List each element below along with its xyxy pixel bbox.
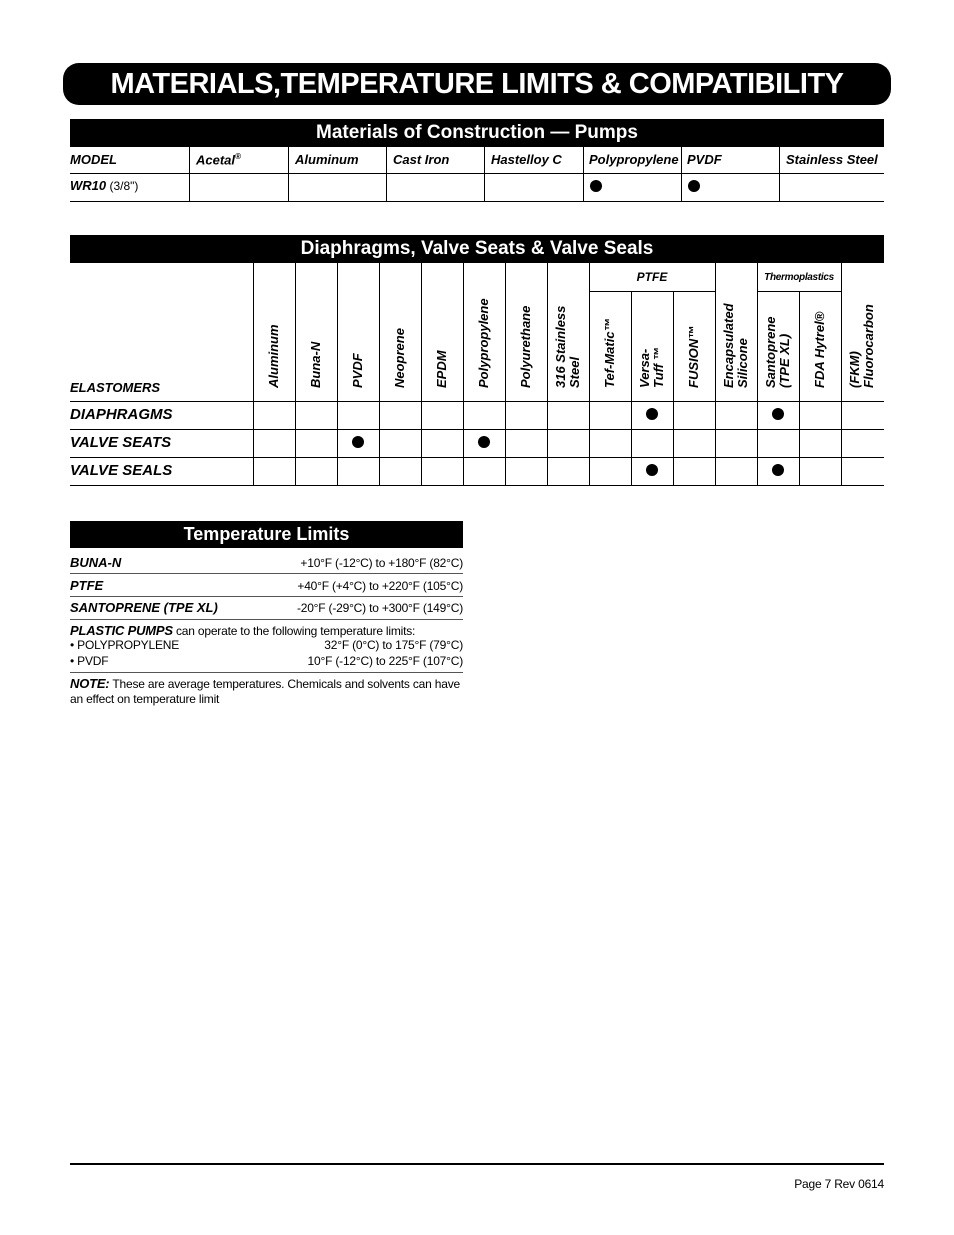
elastomer-col-neoprene: Neoprene	[392, 328, 407, 388]
materials-col-cast-iron: Cast Iron	[393, 152, 450, 167]
materials-col-divider	[779, 147, 780, 202]
materials-col-divider	[189, 147, 190, 202]
elastomer-col-fda-hytrel: FDA Hytrel®	[812, 311, 827, 388]
elastomer-col--fkm-fluorocarbon: (FKM) Fluorocarbon	[847, 304, 876, 388]
materials-col-divider	[288, 147, 289, 202]
elastomer-col-divider	[547, 263, 548, 485]
materials-col-pvdf: PVDF	[687, 152, 722, 167]
elastomer-heading: Diaphragms, Valve Seats & Valve Seals	[70, 235, 884, 263]
materials-heading: Materials of Construction — Pumps	[70, 119, 884, 147]
note-line-2: an effect on temperature limit	[70, 692, 220, 706]
temp-range-buna-n: +10°F (-12°C) to +180°F (82°C)	[300, 556, 463, 570]
materials-col-divider	[681, 147, 682, 202]
elastomer-col-pvdf: PVDF	[350, 353, 365, 388]
temp-rule-4	[70, 672, 463, 673]
temp-rule-2	[70, 596, 463, 597]
elastomer-col-buna-n: Buna-N	[308, 341, 323, 388]
temp-range-ptfe: +40°F (+4°C) to +220°F (105°C)	[297, 579, 463, 593]
elastomer-col-316-stainless-steel: 316 Stainless Steel	[553, 305, 582, 388]
elastomer-col-epdm: EPDM	[434, 350, 449, 388]
elastomer-col-divider	[337, 263, 338, 485]
elastomer-col-aluminum: Aluminum	[266, 324, 281, 388]
temp-range-santoprene: -20°F (-29°C) to +300°F (149°C)	[296, 601, 463, 615]
compatibility-dot	[478, 436, 490, 448]
compatibility-dot	[590, 180, 602, 192]
elastomer-col-divider	[631, 291, 632, 485]
elastomer-col-divider	[421, 263, 422, 485]
elastomer-col-divider	[253, 263, 254, 485]
elastomer-row-rule	[70, 485, 884, 486]
elastomer-col-versa-tuff: Versa- Tuff ™	[637, 347, 666, 388]
elastomer-col-fusion: FUSION™	[686, 325, 701, 388]
row-label-diaphragms: DIAPHRAGMS	[70, 406, 173, 423]
plastic-pumps-desc: can operate to the following temperature limits:	[172, 624, 416, 638]
elastomer-col-divider	[463, 263, 464, 485]
plastic-pumps-text	[70, 623, 415, 638]
elastomers-label: ELASTOMERS	[70, 380, 161, 395]
thermoplastics-group-label: Thermoplastics	[764, 272, 834, 283]
elastomer-col-divider	[379, 263, 380, 485]
elastomer-col-divider	[757, 263, 758, 485]
elastomer-row-rule	[70, 429, 884, 430]
model-size: (3/8")	[109, 179, 139, 193]
compatibility-dot	[646, 464, 658, 476]
elastomer-col-tef-matic: Tef-Matic™	[602, 318, 617, 388]
plastic-range-polypropylene: 32°F (0°C) to 175°F (79°C)	[324, 638, 463, 652]
materials-col-divider	[583, 147, 584, 202]
note-line-1	[70, 676, 460, 691]
materials-col-divider	[386, 147, 387, 202]
elastomer-col-divider	[673, 291, 674, 485]
elastomer-col-encapsulated-silicone: Encapsulated Silicone	[721, 303, 750, 388]
elastomer-row-rule	[70, 401, 884, 402]
footer-rule	[70, 1163, 884, 1165]
materials-col-hastelloy-c: Hastelloy C	[491, 152, 562, 167]
ptfe-group-label: PTFE	[636, 270, 668, 284]
materials-col-divider	[484, 147, 485, 202]
registered-mark: ®	[235, 152, 241, 161]
elastomer-col-divider	[589, 263, 590, 485]
compatibility-dot	[772, 408, 784, 420]
materials-col-model: MODEL	[70, 152, 117, 167]
materials-row-wr10	[70, 178, 138, 193]
page-title: MATERIALS,TEMPERATURE LIMITS & COMPATIBILITY	[63, 63, 891, 105]
note-label: NOTE:	[70, 676, 110, 691]
elastomer-col-polyurethane: Polyurethane	[518, 305, 533, 388]
page-number: Page 7 Rev 0614	[794, 1177, 884, 1191]
elastomer-col-polypropylene: Polypropylene	[476, 298, 491, 388]
elastomer-col-divider	[505, 263, 506, 485]
compatibility-dot	[772, 464, 784, 476]
materials-header-rule	[70, 173, 884, 174]
elastomer-col-divider	[715, 263, 716, 485]
plastic-range-pvdf: 10°F (-12°C) to 225°F (107°C)	[307, 654, 463, 668]
plastic-pumps-label: PLASTIC PUMPS	[70, 623, 173, 638]
materials-col-polypropylene: Polypropylene	[589, 152, 679, 167]
elastomer-row-rule	[70, 457, 884, 458]
compatibility-dot	[688, 180, 700, 192]
compatibility-dot	[646, 408, 658, 420]
temp-name-ptfe: PTFE	[70, 578, 104, 593]
temp-rule-1	[70, 573, 463, 574]
temperature-heading: Temperature Limits	[70, 521, 463, 548]
materials-bottom-rule	[70, 201, 884, 202]
ptfe-group-rule	[589, 291, 715, 292]
elastomer-col-divider	[799, 291, 800, 485]
row-label-valve-seats: VALVE SEATS	[70, 434, 172, 451]
elastomer-col-santoprene-tpe-xl: Santoprene (TPE XL)	[763, 316, 792, 388]
temp-name-santoprene: SANTOPRENE (TPE XL)	[70, 600, 218, 615]
temp-name-buna-n: BUNA-N	[70, 555, 122, 570]
elastomer-col-divider	[295, 263, 296, 485]
compatibility-dot	[352, 436, 364, 448]
plastic-name-pvdf: • PVDF	[70, 654, 109, 668]
elastomer-col-divider	[841, 263, 842, 485]
temp-rule-3	[70, 619, 463, 620]
materials-col-acetal: Acetal®	[196, 152, 241, 168]
plastic-name-polypropylene: • POLYPROPYLENE	[70, 638, 180, 652]
materials-col-aluminum: Aluminum	[295, 152, 359, 167]
row-label-valve-seals: VALVE SEALS	[70, 462, 173, 479]
note-text: These are average temperatures. Chemicals and solvents can have	[109, 677, 460, 691]
model-name: WR10	[70, 178, 107, 193]
materials-col-stainless-steel: Stainless Steel	[786, 152, 878, 167]
